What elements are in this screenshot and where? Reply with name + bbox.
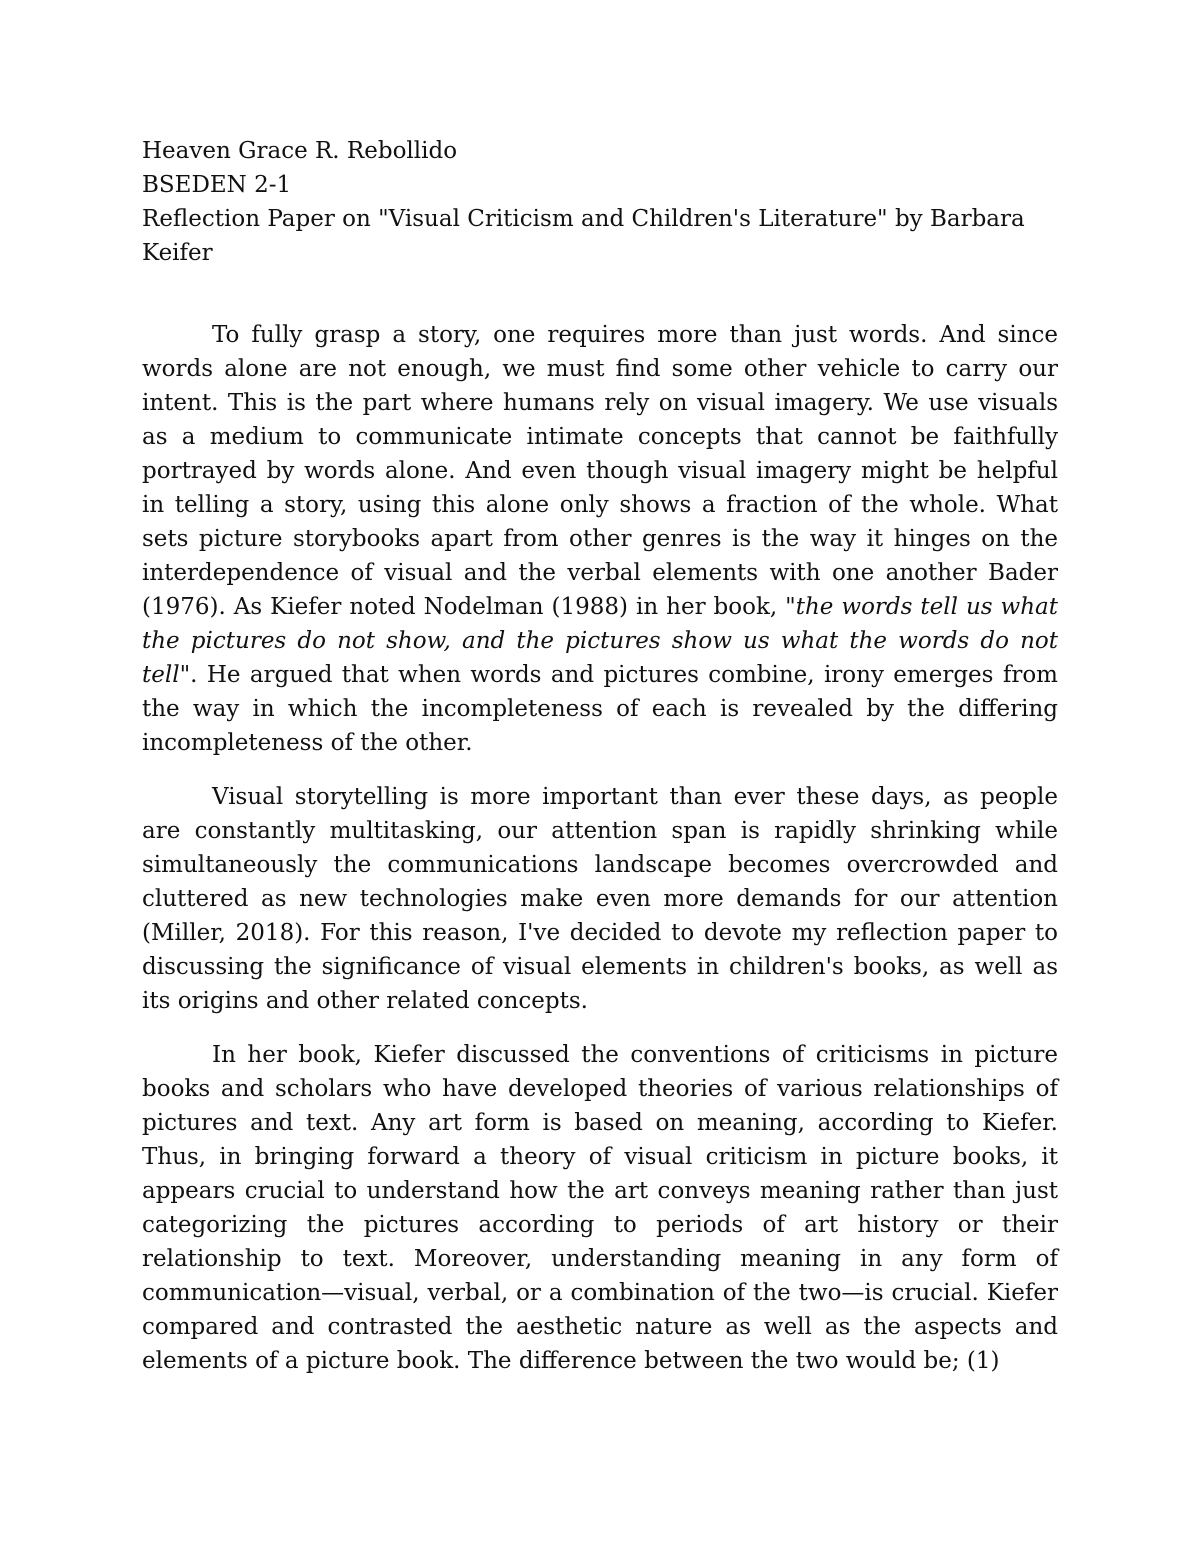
paragraph-1-text-b: . He argued that when words and pictures combine, irony emerges from the way in which the incompleteness of each is revealed by the differing incompleteness of the other. — [142, 662, 1058, 756]
paragraph-1 — [142, 318, 1058, 760]
paragraph-2: Visual storytelling is more important than ever these days, as people are constantly multitasking, our attention span is rapidly shrinking while simultaneously the communications landscape becomes overcrowded and cluttered as new technologies make even more demands for our attention (Miller, 2018). For this reason, I've decided to devote my reflection paper to discussing the significance of visual elements in children's books, as well as its origins and other related concepts. — [142, 784, 1058, 1014]
paper-title: Reflection Paper on "Visual Criticism and Children's Literature" by Barbara Keifer — [142, 206, 1025, 266]
author-name: Heaven Grace R. Rebollido — [142, 138, 458, 164]
header-spacer — [142, 270, 1058, 318]
document-body — [142, 134, 1058, 1398]
paragraph-1-text-a: To fully grasp a story, one requires more than just words. And since words alone are not enough, we must find some other vehicle to carry our intent. This is the part where humans rely on visual imagery. We use visuals as a medium to communicate intimate concepts that cannot be faithfully portrayed by words alone. And even though visual imagery might be helpful in telling a story, using this alone only shows a fraction of the whole. What sets picture storybooks apart from other genres is the way it hinges on the interdependence of visual and the verbal elements with one another Bader (1976). As Kiefer noted Nodelman (1988) in her book, — [142, 322, 1058, 620]
class-section: BSEDEN 2-1 — [142, 172, 292, 198]
paragraph-3: In her book, Kiefer discussed the conventions of criticisms in picture books and scholars who have developed theories of various relationships of pictures and text. Any art form is based on meaning, according to Kiefer. Thus, in bringing forward a theory of visual criticism in picture books, it appears crucial to understand how the art conveys meaning rather than just categorizing the pictures according to periods of art history or their relationship to text. Moreover, understanding meaning in any form of communication—visual, verbal, or a combination of the two—is crucial. Kiefer compared and contrasted the aesthetic nature as well as the aspects and elements of a picture book. The difference between the two would be; (1) — [142, 1042, 1058, 1374]
paragraph-1-quote: "the words tell us what the pictures do not show, and the pictures show us what the words do not tell" — [142, 594, 1058, 688]
